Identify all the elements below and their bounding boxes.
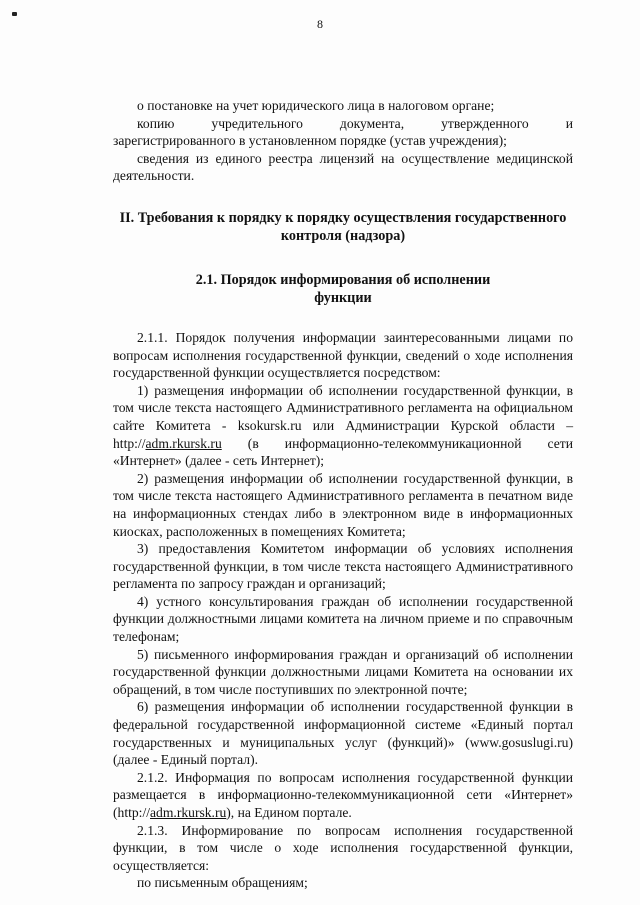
paragraph-2-1-1: 2.1.1. Порядок получения информации заинтересованными лицами по вопросам исполнения государственной функции, сведений о ходе исполнения государственной функции осуществляется посредством: bbox=[113, 329, 573, 381]
subsection-2-1-heading-line-1: 2.1. Порядок информирования об исполнении bbox=[195, 271, 491, 288]
section-2-heading bbox=[113, 209, 573, 245]
admin-site-link[interactable]: adm.rkursk.ru bbox=[145, 435, 222, 451]
intro-line-1: о постановке на учет юридического лица в налоговом органе; bbox=[137, 98, 495, 113]
admin-site-link-2[interactable]: adm.rkursk.ru bbox=[150, 805, 227, 820]
paragraph-2-1-2-text: 2.1.2. Информация по вопросам исполнения государственной функции размещается в информационно-телекоммуникационной сети «Интернет» (http:// bbox=[113, 769, 573, 820]
document-body bbox=[113, 97, 573, 892]
list-item-1-text: 1) размещения информации об исполнении государственной функции, в том числе текста настоящего Административного регламента на официальном сайте Комитета - ksokursk.ru или Администрации Курской области – http:// bbox=[113, 382, 573, 451]
list-item-5: 5) письменного информирования граждан и организаций об исполнении государственной функции должностными лицами Комитета на основании их обращений, в том числе поступивших по электронной почте; bbox=[113, 646, 573, 697]
list-item-6: 6) размещения информации об исполнении государственной функции в федеральной государственной информационной системе «Единый портал государственных и муниципальных услуг (функций)» (www.gosuslugi.ru) (далее - Единый портал). bbox=[113, 699, 573, 768]
intro-line-2: копию учредительного документа, утвержденного и bbox=[137, 115, 573, 131]
list-item-1 bbox=[113, 382, 573, 470]
subsection-2-1-heading bbox=[113, 271, 573, 307]
section-2-heading-line-1: II. Требования к порядку к порядку осуществления государственного bbox=[119, 209, 567, 226]
list-item-4: 4) устного консультирования граждан об исполнении государственной функции должностными лицами комитета на личном приеме и по справочным телефонам; bbox=[113, 593, 573, 645]
list-item-1-text-end: (в информационно-телекоммуникационной сети «Интернет» (далее - сеть Интернет); bbox=[113, 435, 573, 469]
list-item-2: 2) размещения информации об исполнении государственной функции, в том числе текста настоящего Административного регламента в печатном виде на информационных стендах либо в электронном виде в информационных киосках, расположенных в помещениях Комитета; bbox=[113, 470, 573, 539]
intro-line-4: сведения из единого реестра лицензий на осуществление медицинской деятельности. bbox=[113, 150, 573, 184]
page-number: 8 bbox=[317, 17, 323, 31]
intro-line-3: зарегистрированного в установленном порядке (устав учреждения); bbox=[113, 133, 507, 149]
paragraph-last: по письменным обращениям; bbox=[137, 875, 308, 891]
list-item-3: 3) предоставления Комитетом информации об условиях исполнения государственной функции, в том числе текста настоящего Административного регламента по запросу граждан и организаций; bbox=[113, 541, 573, 592]
paragraph-2-1-2-text-end: ), на Едином портале. bbox=[226, 805, 352, 820]
subsection-2-1-heading-line-2: функции bbox=[314, 289, 372, 306]
section-2-heading-line-2: контроля (надзора) bbox=[280, 227, 406, 244]
paragraph-2-1-3: 2.1.3. Информирование по вопросам исполнения государственной функции, в том числе о ходе исполнения государственной функции, осуществляется: bbox=[113, 822, 573, 873]
paragraph-2-1-2 bbox=[113, 769, 573, 822]
